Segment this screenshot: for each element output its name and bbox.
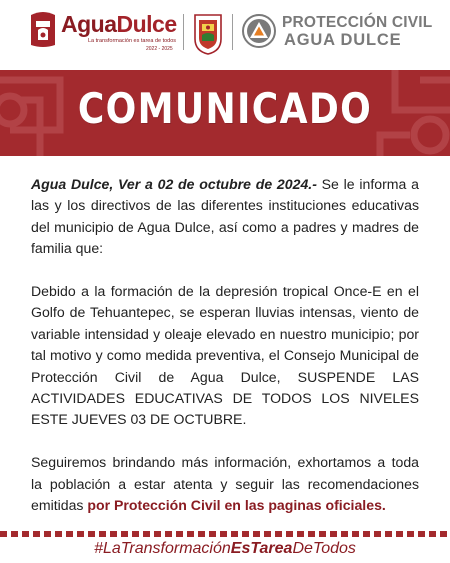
logo-name [61, 11, 177, 38]
header-divider [183, 14, 184, 50]
communique-body [31, 174, 419, 538]
paragraph-announcement: Debido a la formación de la depresión tropical Once-E en el Golfo de Tehuantepec, se esperan lluvias intensas, viento de variable intensidad y oleaje elevado en nuestro municipio; por tal motivo y como medida preventiva, el Consejo Municipal de Protección Civil de Agua Dulce, SUSPENDE LAS ACTIVIDADES EDUCATIVAS DE TODOS LOS NIVELES ESTE JUEVES 03 DE OCTUBRE. [31, 283, 419, 428]
agua-dulce-emblem-icon [28, 9, 58, 49]
logo-tagline: La transformación es tarea de todos [88, 38, 177, 44]
pc-title: PROTECCIÓN CIVIL [282, 14, 433, 31]
header-divider [232, 14, 233, 50]
logo-name-dulce: Dulce [116, 11, 177, 37]
comunicado-banner [0, 70, 450, 156]
agua-dulce-logo [28, 9, 178, 53]
paragraph-intro [31, 174, 419, 260]
hashtag-part-3: DeTodos [292, 540, 356, 557]
logo-name-agua: Agua [61, 11, 117, 37]
footer-stripe-decoration [0, 528, 450, 540]
municipal-seal-icon [193, 11, 223, 55]
footer-hashtag [0, 540, 450, 558]
date-location: Agua Dulce, Ver a 02 de octubre de 2024.- [31, 176, 317, 192]
hashtag-part-1: #LaTransformación [94, 540, 231, 557]
logo-years: 2022 - 2025 [146, 46, 173, 52]
intro-text: Se le informa a las y los directivos de las diferentes instituciones educativas del municipio de Agua Dulce, así como a padres y madres de familia que: [31, 176, 419, 257]
hashtag-part-2: EsTarea [230, 540, 293, 557]
closing-text: Seguiremos brindando más información, exhortamos a toda la población a estar atenta y seguir las recomendaciones emitidas [31, 454, 419, 514]
pc-subtitle: AGUA DULCE [284, 31, 402, 49]
banner-title: COMUNICADO [77, 84, 373, 133]
header [0, 0, 450, 70]
closing-emphasis: por Protección Civil en las paginas oficiales. [87, 497, 386, 514]
paragraph-closing [31, 452, 419, 516]
proteccion-civil-emblem-icon [242, 14, 276, 48]
